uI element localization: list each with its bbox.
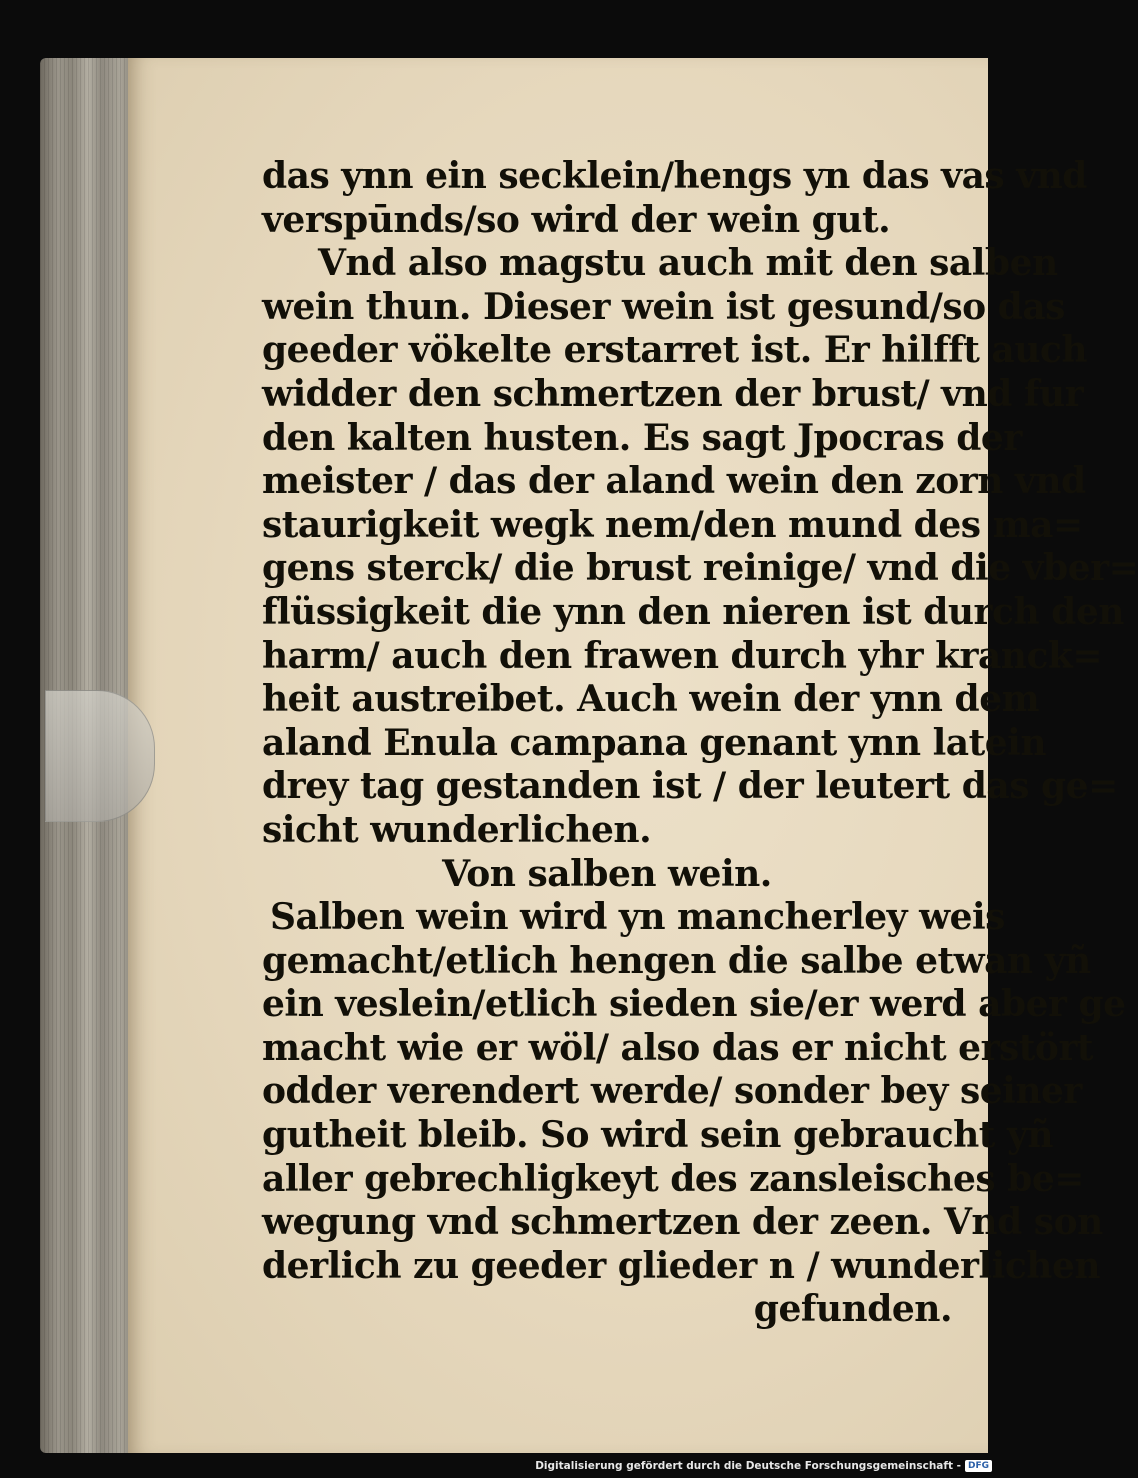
text-line: heit austreibet. Auch wein der ynn dem: [262, 678, 1040, 721]
text-line: aland Enula campana genant ynn latein: [262, 721, 1046, 764]
text-line: gutheit bleib. So wird sein gebraucht yñ: [262, 1114, 1054, 1157]
text-line: derlich zu geeder glieder n / wunderlichen: [262, 1244, 1101, 1287]
text-line: Salben wein wird yn mancherley weis: [270, 896, 1005, 939]
text-line: meister / das der aland wein den zorn vnd: [262, 460, 1086, 503]
text-line: gemacht/etlich hengen die salbe etwan yñ: [262, 939, 1091, 982]
text-line: odder verendert werde/ sonder bey seiner: [262, 1070, 1082, 1113]
text-line: Vnd also magstu auch mit den salben: [318, 242, 1058, 285]
text-line: wein thun. Dieser wein ist gesund/so das: [262, 285, 1065, 328]
footer-credit: Digitalisierung gefördert durch die Deutsche Forschungsgemeinschaft -: [535, 1460, 961, 1472]
text-line: macht wie er wöl/ also das er nicht erstört: [262, 1026, 1094, 1069]
text-line: flüssigkeit die ynn den nieren ist durch den: [262, 590, 1124, 633]
text-line: verspūnds/so wird der wein gut.: [262, 198, 891, 241]
section-heading: Von salben wein.: [442, 852, 772, 895]
dfg-logo: DFG: [965, 1460, 992, 1472]
catchword: gefunden.: [753, 1288, 952, 1331]
text-line: geeder vökelte erstarret ist. Er hilfft auch: [262, 329, 1088, 372]
text-line: harm/ auch den frawen durch yhr kranck=: [262, 634, 1102, 677]
text-line: staurigkeit wegk nem/den mund des ma=: [262, 503, 1083, 546]
text-line: aller gebrechligkeyt des zansleisches be=: [262, 1157, 1084, 1200]
text-line: sicht wunderlichen.: [262, 808, 652, 851]
page-text: [262, 155, 1138, 1332]
text-line: widder den schmertzen der brust/ vnd fur: [262, 372, 1084, 415]
text-line: gens sterck/ die brust reinige/ vnd die vber=: [262, 547, 1138, 590]
text-line: ein veslein/etlich sieden sie/er werd aber ge: [262, 983, 1126, 1026]
text-line: den kalten husten. Es sagt Jpocras der: [262, 416, 1022, 459]
text-line: das ynn ein secklein/hengs yn das vas vnd: [262, 155, 1087, 197]
text-line: wegung vnd schmertzen der zeen. Vnd son: [262, 1201, 1103, 1244]
text-line: drey tag gestanden ist / der leutert das ge=: [262, 765, 1118, 808]
page-clip: [45, 690, 155, 822]
digitization-footer: [535, 1456, 992, 1476]
